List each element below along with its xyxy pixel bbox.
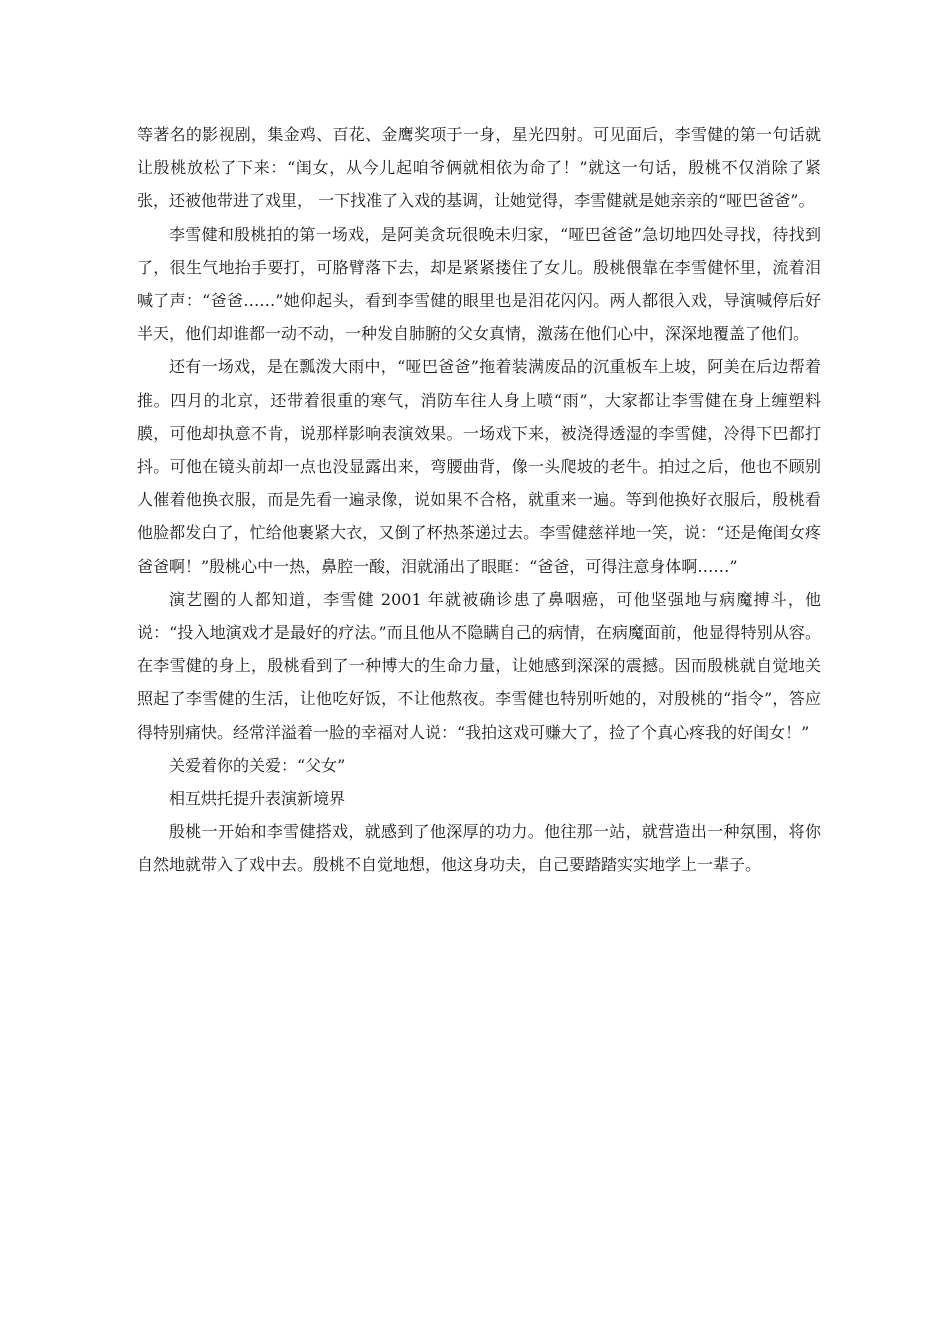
document-body — [137, 118, 821, 882]
paragraph-5: 殷桃一开始和李雪健搭戏，就感到了他深厚的功力。他往那一站，就营造出一种氛围，将你自然地就带入了戏中去。殷桃不自觉地想，他这身功夫，自己要踏踏实实地学上一辈子。 — [137, 822, 821, 875]
paragraph-1: 等著名的影视剧，集金鸡、百花、金鹰奖项于一身，星光四射。可见面后，李雪健的第一句话就让殷桃放松了下来：“闺女，从今儿起咱爷俩就相依为命了！”就这一句话，殷桃不仅消除了紧张，还被他带进了戏里， 一下找准了入戏的基调，让她觉得，李雪健就是她亲亲的“哑巴爸爸”。 — [137, 125, 821, 211]
paragraph-4: 演艺圈的人都知道，李雪健 2001 年就被确诊患了鼻咽癌，可他坚强地与病魔搏斗，他说：“投入地演戏才是最好的疗法。”而且他从不隐瞒自己的病情，在病魔面前，他显得特别从容。在李雪健的身上，殷桃看到了一种博大的生命力量，让她感到深深的震撼。因而殷桃就自觉地关照起了李雪健的生活，让他吃好饭，不让他熬夜。李雪健也特别听她的，对殷桃的“指令”，答应得特别痛快。经常洋溢着一脸的幸福对人说：“我拍这戏可赚大了，捡了个真心疼我的好闺女！” — [137, 589, 821, 742]
section-heading-line-1: 关爱着你的关爱：“父女” — [169, 755, 346, 775]
paragraph-3: 还有一场戏，是在瓢泼大雨中，“哑巴爸爸”拖着装满废品的沉重板车上坡，阿美在后边帮着推。四月的北京，还带着很重的寒气，消防车往人身上喷“雨”，大家都让李雪健在身上缠塑料膜，可他却执意不肯，说那样影响表演效果。一场戏下来，被浇得透湿的李雪健，冷得下巴都打抖。可他在镜头前却一点也没显露出来，弯腰曲背，像一头爬坡的老牛。拍过之后，他也不顾别人催着他换衣服，而是先看一遍录像，说如果不合格，就重来一遍。等到他换好衣服后，殷桃看他脸都发白了，忙给他裹紧大衣，又倒了杯热茶递过去。李雪健慈祥地一笑，说：“还是俺闺女疼爸爸啊！”殷桃心中一热，鼻腔一酸，泪就涌出了眼眶：“爸爸，可得注意身体啊……” — [137, 357, 821, 576]
paragraph-2: 李雪健和殷桃拍的第一场戏，是阿美贪玩很晚未归家，“哑巴爸爸”急切地四处寻找，待找到了，很生气地抬手要打，可胳臂落下去，却是紧紧搂住了女儿。殷桃偎靠在李雪健怀里，流着泪喊了声：“爸爸……”她仰起头，看到李雪健的眼里也是泪花闪闪。两人都很入戏，导演喊停后好半天，他们却谁都一动不动，一种发自肺腑的父女真情，激荡在他们心中，深深地覆盖了他们。 — [137, 224, 821, 344]
section-heading-line-2: 相互烘托提升表演新境界 — [169, 789, 346, 809]
